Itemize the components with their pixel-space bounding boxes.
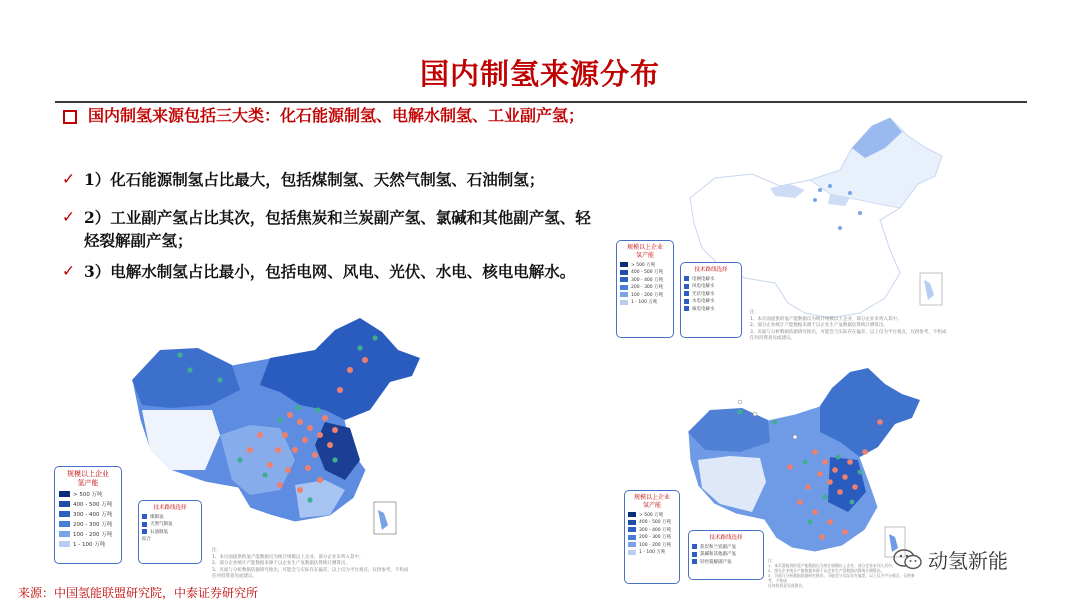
legend-item: 100 - 200 万吨	[628, 542, 676, 548]
legend-item: 1 - 100 万吨	[620, 299, 670, 305]
legend-item: 300 - 400 万吨	[59, 510, 117, 518]
legend-item: 300 - 400 万吨	[620, 277, 670, 283]
fossil-map-note: 注： 1、本页面提供的氢产能数据仅为统计规模以上企业，部分企业未列入其中。 2、部分企业统计产能数据来源于以企业生产氢数据估算统计测算出。 3、页面与分析数据依据研究推出，可能会与实际存在偏差，以上仅为平台观点，仅供参考，不构成 任何投资意见或建议。	[212, 548, 409, 579]
legend-item: > 500 万吨	[59, 490, 117, 498]
legend-item: 400 - 500 万吨	[620, 269, 670, 275]
watermark-text: 动氢新能	[928, 549, 1008, 573]
intro-text: 国内制氢来源包括三大类：化石能源制氢、电解水制氢、工业副产氢；	[88, 106, 585, 125]
byproduct-tech-legend: 技术路线选择 焦炭和兰炭副产氢 氯碱和其他副产氢 轻烃裂解副产氢	[688, 530, 764, 580]
capacity-legend	[54, 466, 122, 564]
capacity-legend	[616, 240, 674, 338]
legend-title: 规模以上企业 氢产能	[67, 470, 109, 487]
legend-item: 400 - 500 万吨	[628, 519, 676, 525]
wechat-icon	[893, 549, 923, 571]
square-bullet-icon	[63, 110, 77, 124]
legend-item: 100 - 200 万吨	[620, 292, 670, 298]
bullet-text: 3）电解水制氢占比最小，包括电网、风电、光伏、水电、核电电解水。	[84, 262, 576, 281]
legend-item: 400 - 500 万吨	[59, 500, 117, 508]
legend-item: 1 - 100 万吨	[59, 540, 117, 548]
legend-item: > 500 万吨	[620, 262, 670, 268]
tech-legend-title: 技术路线选择	[694, 267, 728, 273]
electrolysis-map-note: 注： 1、本页面提供的氢产能数据仅为统计规模以上企业，部分企业未列入其中。 2、部分企业统计产能数据来源于以企业生产氢数据估算统计测算出。 3、页面与分析数据依据研究推出，可能会与实际存在偏差，以上仅为平台观点，仅供参考，不构成 任何投资意见或建议。	[750, 310, 947, 341]
byproduct-map-note: 注： 1、本页面提供的氢产能数据仅为统计规模以上企业，部分企业未列入其中。 2、部分企业统计产能数据来源于以企业生产氢数据估算统计测算出。 3、页面与分析数据依据研究推出，可能会与实际存在偏差，以上仅为平台观点，仅供参考，不构成 任何投资意见或建议。	[768, 558, 915, 588]
legend-item: 300 - 400 万吨	[628, 527, 676, 533]
legend-item: 100 - 200 万吨	[59, 530, 117, 538]
fossil-tech-legend: 技术路线选择 煤制氢 天然气制氢 石油制氢 综合	[138, 500, 202, 564]
electrolysis-tech-legend: 技术路线选择 电网电解水 风电电解水 光伏电解水 水电电解水 核电电解水	[680, 262, 742, 338]
legend-item: 1 - 100 万吨	[628, 549, 676, 555]
legend-title: 规模以上企业 氢产能	[626, 244, 663, 259]
check-icon: ✓	[62, 208, 75, 226]
check-icon: ✓	[62, 262, 75, 280]
tech-legend-title: 技术路线选择	[153, 505, 187, 511]
legend-item: > 500 万吨	[628, 512, 676, 518]
tech-legend-title: 技术路线选择	[709, 535, 743, 541]
legend-item: 200 - 300 万吨	[628, 534, 676, 540]
page-title: 国内制氢来源分布	[419, 57, 660, 91]
bullet-text: 2）工业副产氢占比其次，包括焦炭和兰炭副产氢、氯碱和其他副产氢、轻烃裂解副产氢；	[84, 208, 591, 250]
bullet-text: 1）化石能源制氢占比最大，包括煤制氢、天然气制氢、石油制氢；	[84, 170, 545, 189]
check-icon: ✓	[62, 170, 75, 188]
legend-item: 200 - 300 万吨	[620, 284, 670, 290]
capacity-legend	[624, 490, 680, 584]
title-divider	[55, 101, 1027, 103]
source-note: 来源：中国氢能联盟研究院，中泰证券研究所	[18, 586, 259, 600]
legend-title: 规模以上企业 氢产能	[633, 494, 670, 509]
legend-item: 200 - 300 万吨	[59, 520, 117, 528]
